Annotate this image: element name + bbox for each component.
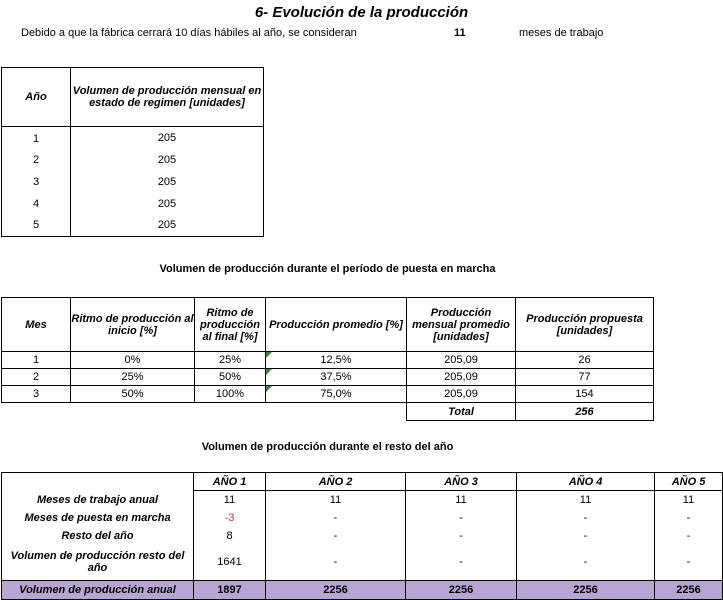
year-4-header: AÑO 4 [517, 473, 655, 491]
volume-cell: 205 [71, 127, 264, 149]
table-row [2, 491, 723, 509]
year-5-header: AÑO 5 [655, 473, 723, 491]
year-cell: 5 [2, 215, 71, 237]
value-cell: 11 [194, 491, 266, 509]
value-cell: - [517, 509, 655, 527]
monthly-volume-header: Volumen de producción mensual en estado de regimen [unidades] [71, 68, 264, 127]
proposed-production-cell: 26 [516, 352, 654, 369]
year-header: Año [2, 68, 71, 127]
avg-production-cell: 37,5% [266, 369, 407, 386]
table-row [2, 527, 723, 545]
table-row [2, 509, 723, 527]
startup-table [1, 297, 654, 421]
month-cell: 3 [2, 386, 71, 403]
value-cell: - [266, 545, 406, 581]
page-title: 6- Evolución de la producción [254, 4, 469, 21]
end-rate-cell: 100% [195, 386, 266, 403]
value-cell: - [266, 527, 406, 545]
monthly-avg-header: Producción mensual promedio [unidades] [407, 298, 516, 352]
rest-of-year-section-title: Volumen de producción durante el resto del año [201, 441, 454, 453]
value-cell: - [655, 527, 723, 545]
avg-production-cell: 75,0% [266, 386, 407, 403]
steady-state-table [1, 67, 264, 237]
year-cell: 2 [2, 149, 71, 171]
startup-section-title: Volumen de producción durante el período de puesta en marcha [159, 263, 496, 275]
startup-months-label: Meses de puesta en marcha [2, 509, 194, 527]
value-cell: - [517, 545, 655, 581]
year-3-header: AÑO 3 [406, 473, 517, 491]
total-value: 256 [516, 403, 654, 421]
annual-value-cell: 2256 [266, 581, 406, 600]
volume-cell: 205 [71, 193, 264, 215]
table-row [2, 386, 654, 403]
volume-cell: 205 [71, 149, 264, 171]
start-rate-cell: 50% [71, 386, 195, 403]
table-row [2, 149, 264, 171]
volume-cell: 205 [71, 215, 264, 237]
avg-production-header: Producción promedio [%] [266, 298, 407, 352]
start-rate-cell: 25% [71, 369, 195, 386]
year-cell: 1 [2, 127, 71, 149]
intro-text: Debido a que la fábrica cerrará 10 días hábiles al año, se consideran [21, 27, 357, 39]
monthly-avg-cell: 205,09 [407, 369, 516, 386]
value-cell: - [406, 545, 517, 581]
month-header: Mes [2, 298, 71, 352]
monthly-avg-cell: 205,09 [407, 386, 516, 403]
value-cell: 11 [655, 491, 723, 509]
end-rate-cell: 25% [195, 352, 266, 369]
table-row [2, 171, 264, 193]
table-row [2, 127, 264, 149]
table-row [2, 215, 264, 237]
monthly-avg-cell: 205,09 [407, 352, 516, 369]
table-row [2, 352, 654, 369]
value-cell-negative: -3 [194, 509, 266, 527]
value-cell: 11 [266, 491, 406, 509]
value-cell: - [406, 527, 517, 545]
table-row [2, 369, 654, 386]
value-cell: - [406, 509, 517, 527]
intro-months-unit: meses de trabajo [519, 27, 604, 39]
volume-cell: 205 [71, 171, 264, 193]
rest-of-year-volume-label: Volumen de producción resto del año [2, 545, 194, 581]
year-cell: 3 [2, 171, 71, 193]
work-months-label: Meses de trabajo anual [2, 491, 194, 509]
table-row [2, 193, 264, 215]
month-cell: 1 [2, 352, 71, 369]
table-row [2, 545, 723, 581]
end-rate-header: Ritmo de producción al final [%] [195, 298, 266, 352]
value-cell: - [517, 527, 655, 545]
value-cell: 8 [194, 527, 266, 545]
annual-value-cell: 2256 [406, 581, 517, 600]
intro-months-value: 11 [454, 27, 466, 39]
month-cell: 2 [2, 369, 71, 386]
proposed-production-header: Producción propuesta [unidades] [516, 298, 654, 352]
start-rate-header: Ritmo de producción al inicio [%] [71, 298, 195, 352]
start-rate-cell: 0% [71, 352, 195, 369]
annual-value-cell: 1897 [194, 581, 266, 600]
rest-of-year-label: Resto del año [2, 527, 194, 545]
value-cell: 11 [406, 491, 517, 509]
rest-of-year-table [1, 472, 723, 600]
value-cell: - [655, 509, 723, 527]
total-row [2, 403, 654, 421]
annual-volume-row [2, 581, 723, 600]
year-2-header: AÑO 2 [266, 473, 406, 491]
value-cell: 1641 [194, 545, 266, 581]
year-cell: 4 [2, 193, 71, 215]
annual-value-cell: 2256 [517, 581, 655, 600]
value-cell: 11 [517, 491, 655, 509]
total-label: Total [407, 403, 516, 421]
annual-value-cell: 2256 [655, 581, 723, 600]
avg-production-cell: 12,5% [266, 352, 407, 369]
value-cell: - [655, 545, 723, 581]
annual-volume-label: Volumen de producción anual [2, 581, 194, 600]
proposed-production-cell: 77 [516, 369, 654, 386]
proposed-production-cell: 154 [516, 386, 654, 403]
end-rate-cell: 50% [195, 369, 266, 386]
year-1-header: AÑO 1 [194, 473, 266, 491]
value-cell: - [266, 509, 406, 527]
